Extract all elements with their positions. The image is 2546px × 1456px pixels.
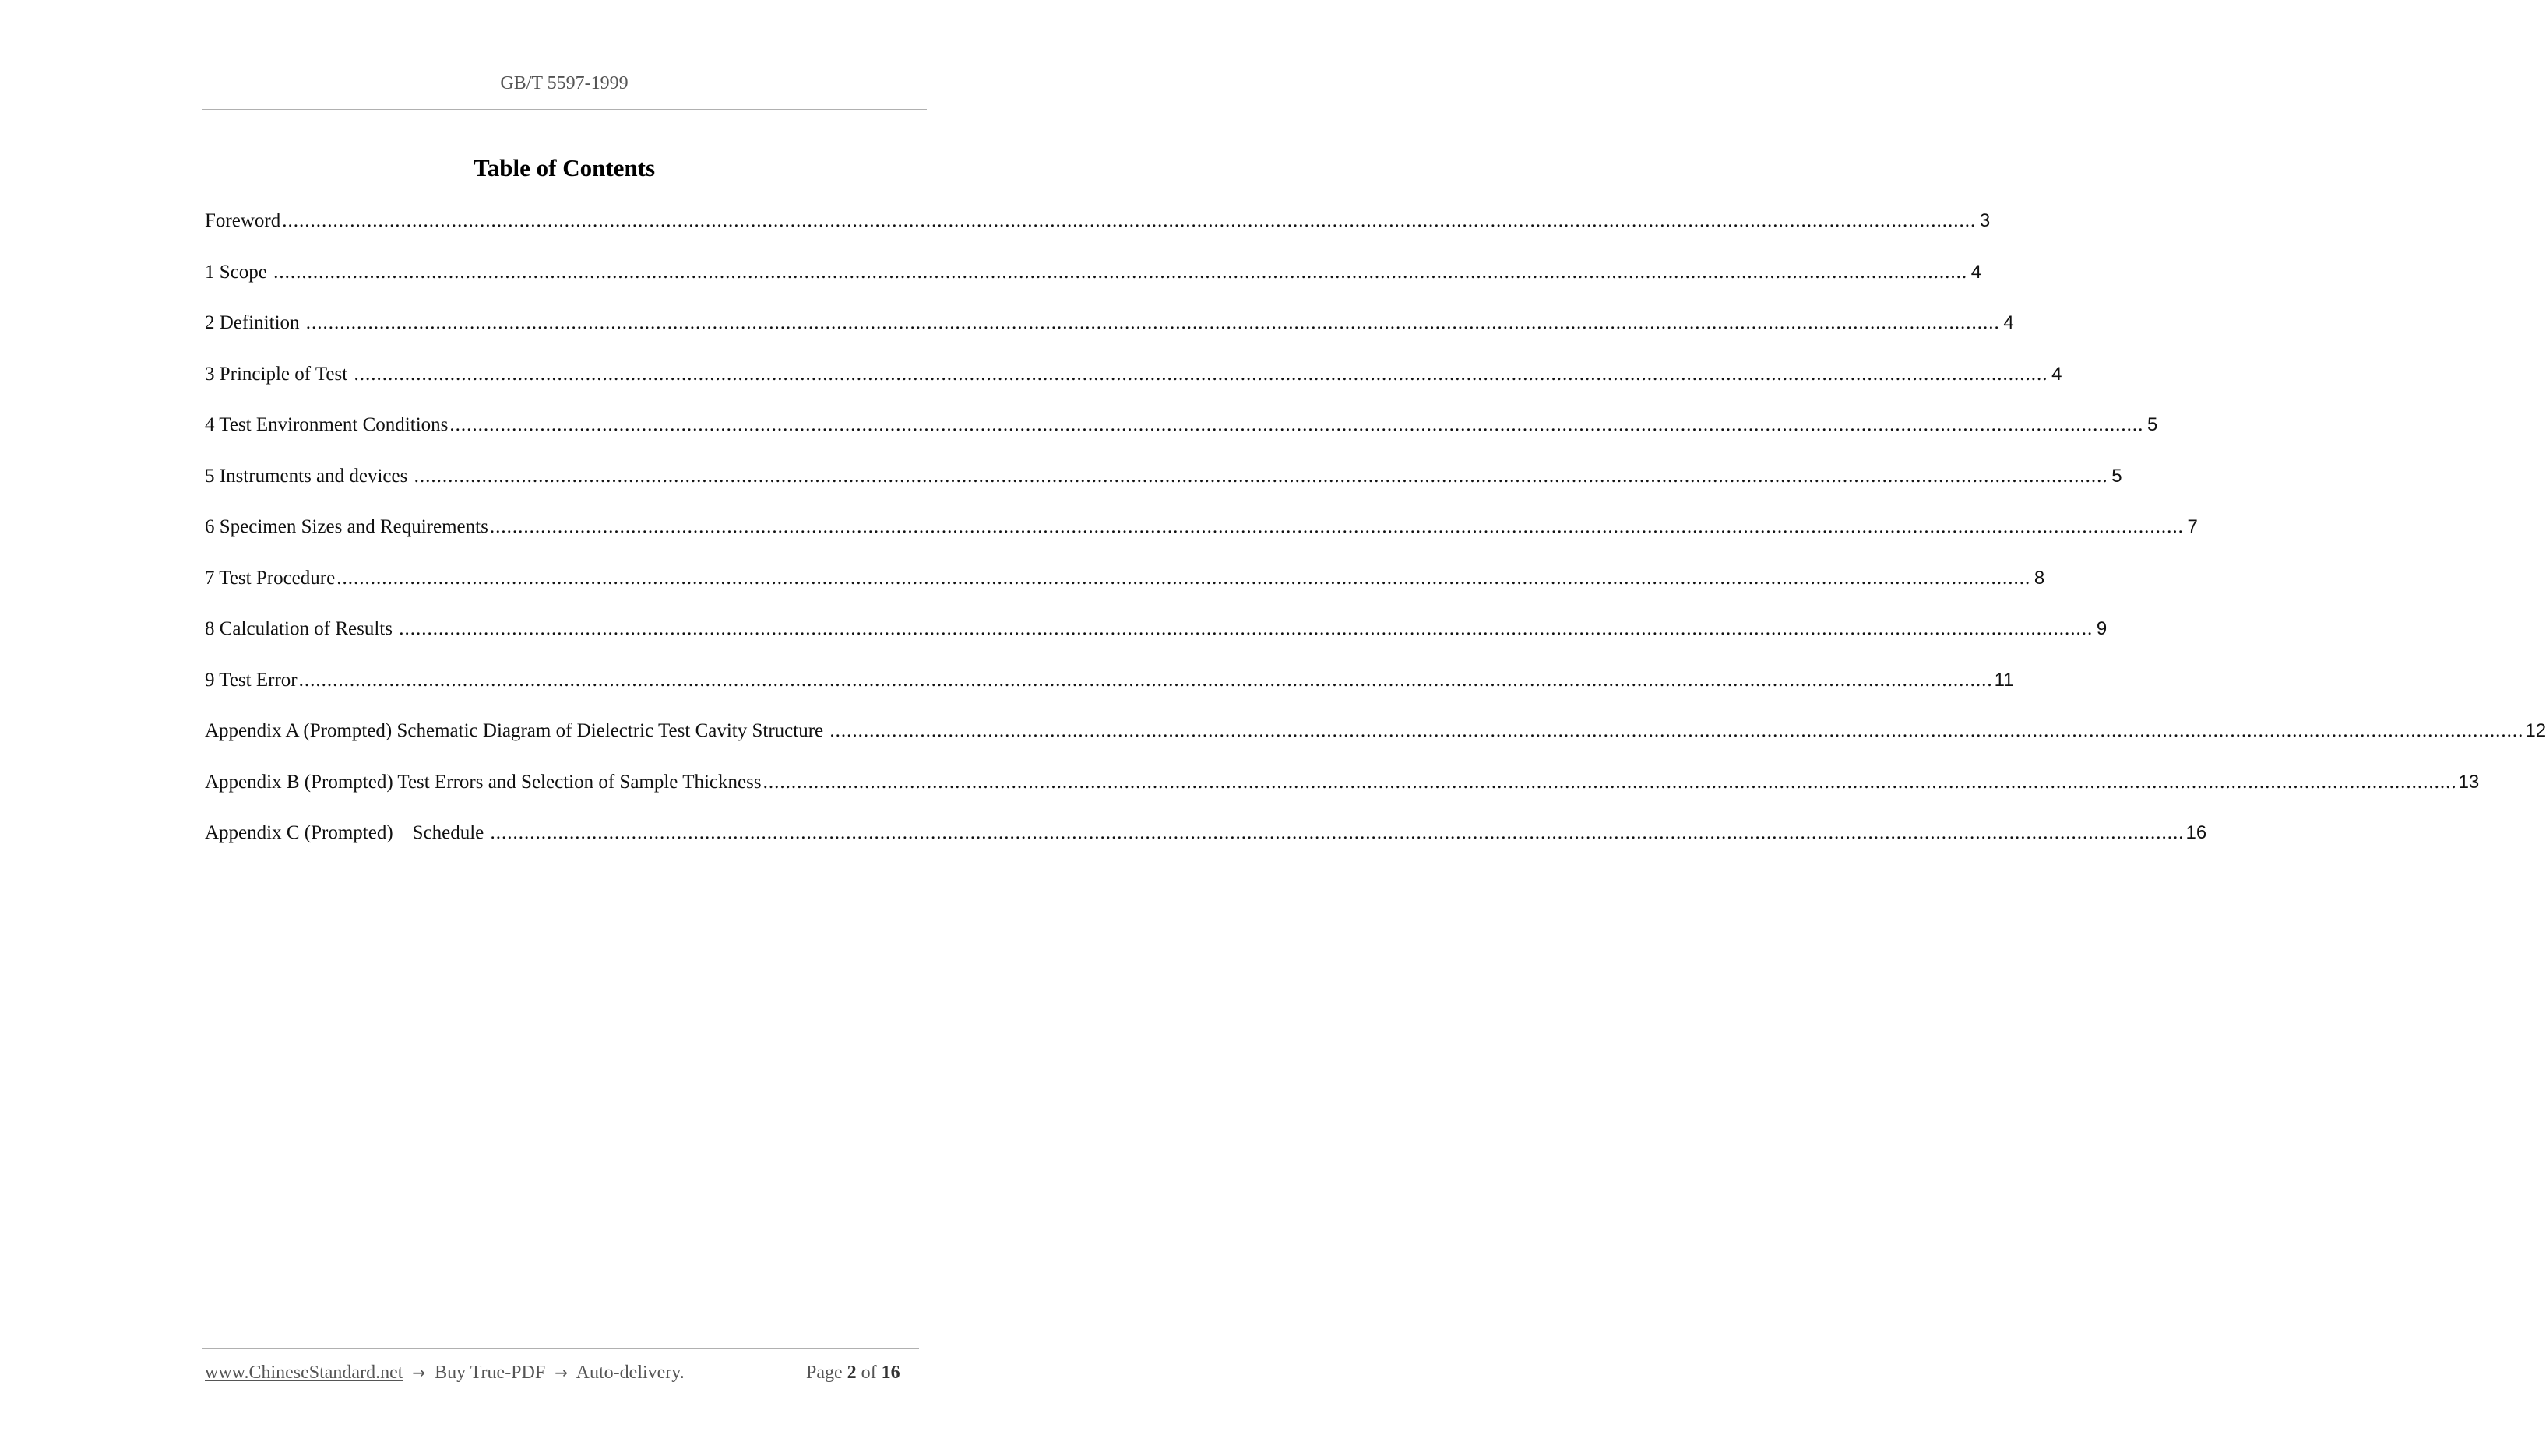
toc-entry-label: 6 Specimen Sizes and Requirements [205, 516, 488, 537]
toc-dot-leader: ............................................................................................................................................................................................................................................................................................................ [354, 363, 2048, 385]
toc-entry-specimen-sizes[interactable] [205, 516, 2198, 568]
toc-entry-page: 5 [2111, 465, 2122, 487]
toc-entry-test-error[interactable] [205, 669, 2014, 721]
page-header: GB/T 5597-1999 [500, 73, 629, 93]
site-link[interactable]: www.ChineseStandard.net [205, 1363, 403, 1383]
toc-entry-page: 16 [2185, 822, 2207, 843]
toc-entry-page: 12 [2525, 720, 2546, 741]
toc-entry-page: 4 [2003, 312, 2014, 333]
toc-dot-leader: ............................................................................................................................................................................................................................................................................................................ [414, 465, 2108, 487]
toc-entry-label: Appendix A (Prompted) Schematic Diagram of Dielectric Test Cavity Structure [205, 720, 829, 741]
toc-title: Table of Contents [473, 154, 656, 181]
toc-dot-leader: ............................................................................................................................................................................................................................................................................................................ [399, 618, 2093, 639]
toc-entry-definition[interactable] [205, 312, 2014, 364]
toc-dot-leader: ............................................................................................................................................................................................................................................................................................................ [298, 669, 1993, 691]
toc-entry-label: Appendix C (Prompted) Schedule [205, 822, 489, 843]
arrow-right-icon: → [412, 1363, 426, 1382]
toc-entry-label: 7 Test Procedure [205, 567, 336, 589]
toc-entry-test-environment-conditions[interactable] [205, 414, 2158, 466]
toc-entry-instruments-and-devices[interactable] [205, 465, 2122, 517]
of-label: of [861, 1363, 877, 1383]
toc-dot-leader: ............................................................................................................................................................................................................................................................................................................ [490, 822, 2185, 843]
toc-entry-principle-of-test[interactable] [205, 363, 2062, 415]
toc-dot-leader: ............................................................................................................................................................................................................................................................................................................ [336, 567, 2031, 589]
toc-entry-page: 4 [1970, 261, 1982, 283]
toc-entry-page: 13 [2458, 771, 2480, 793]
page-indicator [806, 1363, 900, 1384]
toc-dot-leader: ............................................................................................................................................................................................................................................................................................................ [489, 516, 2184, 537]
toc-entry-label: 2 Definition [205, 312, 305, 333]
footer-promo [205, 1363, 685, 1384]
toc-entry-label: 4 Test Environment Conditions [205, 414, 449, 435]
toc-dot-leader: ............................................................................................................................................................................................................................................................................................................ [762, 771, 2457, 793]
toc-dot-leader: ............................................................................................................................................................................................................................................................................................................ [273, 261, 1968, 283]
toc-entry-page: 8 [2034, 567, 2045, 589]
page-label: Page [806, 1363, 843, 1383]
toc-entry-page: 4 [2051, 363, 2062, 385]
toc-dot-leader: ............................................................................................................................................................................................................................................................................................................ [305, 312, 2000, 333]
toc-entry-label: 5 Instruments and devices [205, 465, 413, 487]
toc-entry-calculation-of-results[interactable] [205, 618, 2108, 670]
current-page-number: 2 [847, 1363, 857, 1383]
header-divider [202, 109, 927, 110]
toc-entry-label: 8 Calculation of Results [205, 618, 398, 639]
toc-dot-leader: ............................................................................................................................................................................................................................................................................................................ [829, 720, 2524, 741]
toc-list [205, 210, 2546, 874]
toc-entry-page: 9 [2096, 618, 2108, 639]
toc-entry-appendix-a[interactable] [205, 720, 2546, 772]
footer-divider [202, 1348, 919, 1349]
footer-step-delivery: Auto-delivery. [576, 1363, 685, 1383]
toc-entry-page: 5 [2147, 414, 2158, 435]
toc-entry-label: 3 Principle of Test [205, 363, 353, 385]
toc-entry-label: Appendix B (Prompted) Test Errors and Selection of Sample Thickness [205, 771, 762, 793]
toc-entry-label: 9 Test Error [205, 669, 298, 691]
toc-entry-foreword[interactable] [205, 210, 1991, 262]
toc-entry-page: 11 [1994, 669, 2014, 691]
toc-entry-page: 7 [2187, 516, 2198, 537]
toc-entry-appendix-b[interactable] [205, 771, 2480, 823]
toc-entry-label: Foreword [205, 210, 281, 231]
toc-dot-leader: ............................................................................................................................................................................................................................................................................................................ [449, 414, 2144, 435]
arrow-right-icon: → [555, 1363, 568, 1382]
toc-entry-appendix-c[interactable] [205, 822, 2207, 874]
toc-dot-leader: ............................................................................................................................................................................................................................................................................................................ [282, 210, 1977, 231]
toc-entry-page: 3 [1979, 210, 1991, 231]
toc-entry-label: 1 Scope [205, 261, 273, 283]
toc-entry-scope[interactable] [205, 261, 1982, 313]
total-pages-number: 16 [881, 1363, 900, 1383]
footer-step-buy: Buy True-PDF [435, 1363, 546, 1383]
toc-entry-test-procedure[interactable] [205, 567, 2045, 619]
